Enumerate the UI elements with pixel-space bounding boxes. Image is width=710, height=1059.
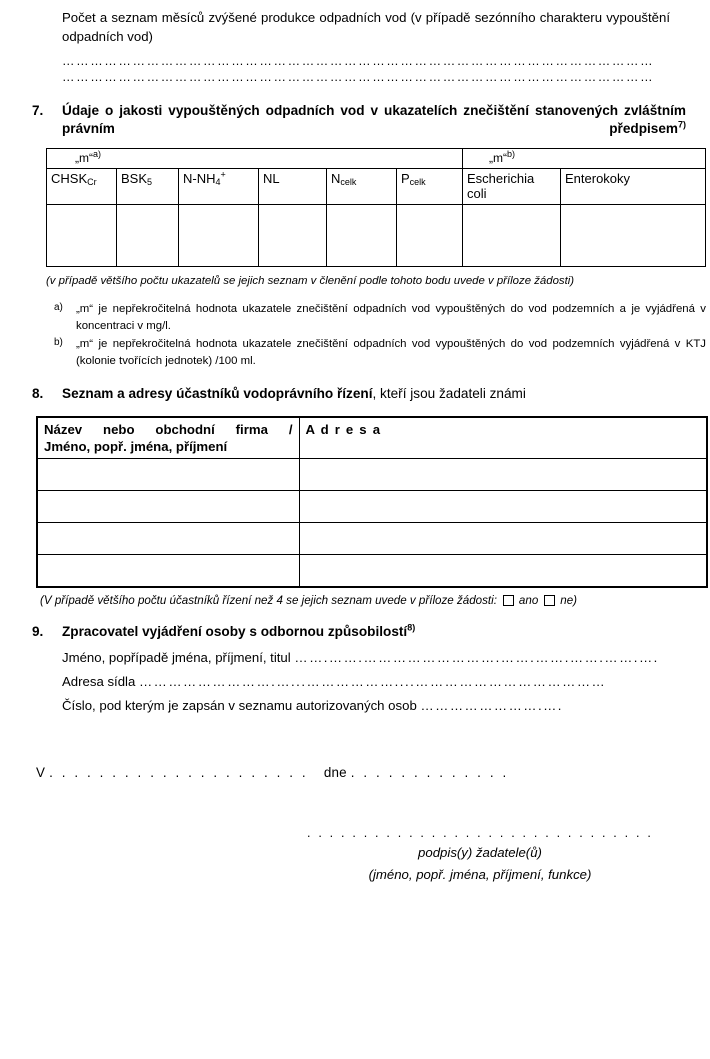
col-header-nnh4-base: N-NH: [183, 170, 216, 186]
col-header-ncelk-sub: celk: [340, 176, 357, 187]
date-input[interactable]: . . . . . . . . . . . . .: [350, 764, 509, 780]
checkbox-ne-label: ne): [560, 593, 578, 607]
field-address-input[interactable]: ……………………….…...………………....…………………………………: [138, 673, 607, 689]
place-label: V: [36, 764, 46, 780]
participants-table: [36, 416, 708, 588]
cell-bsk[interactable]: [117, 204, 179, 266]
table-header-row: [47, 168, 706, 204]
section-7-title-wrap: [62, 102, 692, 139]
signature-caption-2: (jméno, popř. jména, příjmení, funkce): [368, 866, 592, 882]
table-header-row: [37, 417, 707, 459]
cell-address-2[interactable]: [299, 491, 707, 523]
section-7-heading: [18, 102, 692, 139]
place-input[interactable]: . . . . . . . . . . . . . . . . . . . . .: [49, 764, 309, 780]
group-header-left-sup: a): [93, 149, 102, 160]
section-8-heading: [18, 385, 692, 403]
col-header-address-label: A d r e s a: [305, 421, 382, 437]
section-7-note: (v případě většího počtu ukazatelů se jejich seznam v členění podle tohoto bodu uvede v příloze žádosti): [46, 274, 575, 287]
field-address-label: Adresa sídla: [62, 673, 136, 689]
field-name-input[interactable]: …….…….……………………….…….…….…….…….….: [294, 649, 659, 665]
cell-name-1[interactable]: [37, 459, 299, 491]
section-8-title-wrap: [62, 385, 692, 403]
section-7-title: Údaje o jakosti vypouštěných odpadních vod v ukazatelích znečištění stanovených zvláštním právním předpisem: [62, 102, 686, 136]
table-row: [37, 555, 707, 587]
signature-block: [18, 826, 692, 884]
section-8-title: Seznam a adresy účastníků vodoprávního řízení: [62, 386, 373, 402]
col-header-address: [299, 417, 707, 459]
signature-caption-1: podpis(y) žadatele(ů): [418, 844, 542, 860]
intro-dotted-line-2: ………………………………………………………………………………………………………………: [62, 69, 655, 84]
checkbox-ano-label: ano: [518, 593, 539, 607]
section-9-number: 9.: [32, 623, 44, 639]
col-header-escherichia: Escherichia coli: [463, 168, 561, 204]
group-header-left: [47, 149, 463, 168]
cell-name-3[interactable]: [37, 523, 299, 555]
section-9-title-sup: 8): [407, 622, 416, 633]
field-address-row: [18, 674, 692, 689]
field-registry-number-label: Číslo, pod kterým je zapsán v seznamu autorizovaných osob: [62, 697, 417, 713]
col-header-pcelk-base: P: [401, 170, 410, 186]
cell-enterokoky[interactable]: [561, 204, 706, 266]
field-registry-number-row: [18, 698, 692, 713]
section-8-number: 8.: [32, 386, 44, 402]
section-9-title: Zpracovatel vyjádření osoby s odbornou způsobilostí: [62, 623, 408, 639]
cell-pcelk[interactable]: [397, 204, 463, 266]
col-header-nl-base: NL: [263, 170, 280, 186]
section-9-heading: [18, 623, 692, 641]
section-8-note-text: (V případě většího počtu účastníků řízení než 4 se jejich seznam uvede v příloze žádosti:: [40, 593, 497, 607]
col-header-name: [37, 417, 299, 459]
group-header-right-label: „m“: [489, 151, 507, 166]
col-header-pcelk-sub: celk: [409, 176, 426, 187]
cell-address-3[interactable]: [299, 523, 707, 555]
field-registry-number-input[interactable]: …………………….….: [420, 697, 563, 713]
cell-name-4[interactable]: [37, 555, 299, 587]
group-header-right: [463, 149, 706, 168]
cell-address-1[interactable]: [299, 459, 707, 491]
cell-address-4[interactable]: [299, 555, 707, 587]
col-header-chsk-sub: Cr: [87, 176, 97, 187]
footnote-b-text: „m“ je nepřekročitelná hodnota ukazatele znečištění odpadních vod vypouštěných do vod podzemních vyjádřená v KTJ (kolonie tvořících jednotek) /100 ml.: [76, 338, 706, 367]
col-header-enterokoky: Enterokoky: [561, 168, 706, 204]
col-header-bsk-sub: 5: [147, 176, 153, 187]
col-header-name-line1: Název nebo obchodní firma /: [44, 421, 293, 437]
cell-nl[interactable]: [259, 204, 327, 266]
table-row: [47, 149, 706, 168]
footnote-b: [54, 336, 706, 369]
footnote-a-text: „m“ je nepřekročitelná hodnota ukazatele znečištění odpadních vod vypouštěných do vod podzemních a je vyjádřená v koncentraci v mg/l.: [76, 303, 706, 332]
col-header-nnh4-sub: 4: [215, 176, 221, 187]
col-header-bsk-base: BSK: [121, 170, 148, 186]
cell-name-2[interactable]: [37, 491, 299, 523]
cell-nnh4[interactable]: [179, 204, 259, 266]
col-header-ncelk-base: N: [331, 170, 341, 186]
col-header-chsk: [47, 168, 117, 204]
date-label: dne: [323, 764, 347, 780]
footnote-a: [54, 301, 706, 334]
section-7-number: 7.: [32, 102, 44, 118]
cell-ncelk[interactable]: [327, 204, 397, 266]
place-date-row: [18, 765, 692, 780]
section-9-title-wrap: [62, 623, 692, 641]
intro-paragraph: Počet a seznam měsíců zvýšené produkce odpadních vod (v případě sezónního charakteru vypouštění odpadních vod): [62, 10, 670, 45]
table-row: [37, 523, 707, 555]
footnote-b-mark: b): [54, 337, 63, 349]
checkbox-ne[interactable]: [544, 595, 555, 606]
checkbox-ano[interactable]: [503, 595, 514, 606]
group-header-right-sup: b): [507, 149, 516, 160]
field-name-label: Jméno, popřípadě jména, příjmení, titul: [62, 649, 291, 665]
col-header-name-line2: Jméno, popř. jména, příjmení: [44, 438, 228, 454]
table-row-empty: [47, 204, 706, 266]
col-header-nnh4-sup: +: [220, 169, 226, 180]
section-8-title-rest: , kteří jsou žadateli známi: [372, 386, 526, 402]
col-header-pcelk: [397, 168, 463, 204]
pollution-indicators-table: [46, 148, 706, 267]
intro-dotted-line-1: ………………………………………………………………………………………………………………: [62, 54, 655, 69]
cell-escherichia[interactable]: [463, 204, 561, 266]
col-header-nl: [259, 168, 327, 204]
footnote-a-mark: a): [54, 302, 63, 314]
section-7-footnotes: [54, 301, 706, 369]
section-7-title-sup: 7): [677, 119, 686, 130]
table-row: [37, 459, 707, 491]
col-header-chsk-base: CHSK: [51, 170, 88, 186]
section-8-note: [40, 594, 708, 607]
col-header-nnh4: [179, 168, 259, 204]
table-row: [37, 491, 707, 523]
group-header-left-label: „m“: [75, 151, 93, 166]
signature-line[interactable]: . . . . . . . . . . . . . . . . . . . . . . . . . . . . . . .: [306, 825, 654, 840]
cell-chsk[interactable]: [47, 204, 117, 266]
col-header-ncelk: [327, 168, 397, 204]
field-name-row: [18, 650, 692, 665]
col-header-bsk: [117, 168, 179, 204]
